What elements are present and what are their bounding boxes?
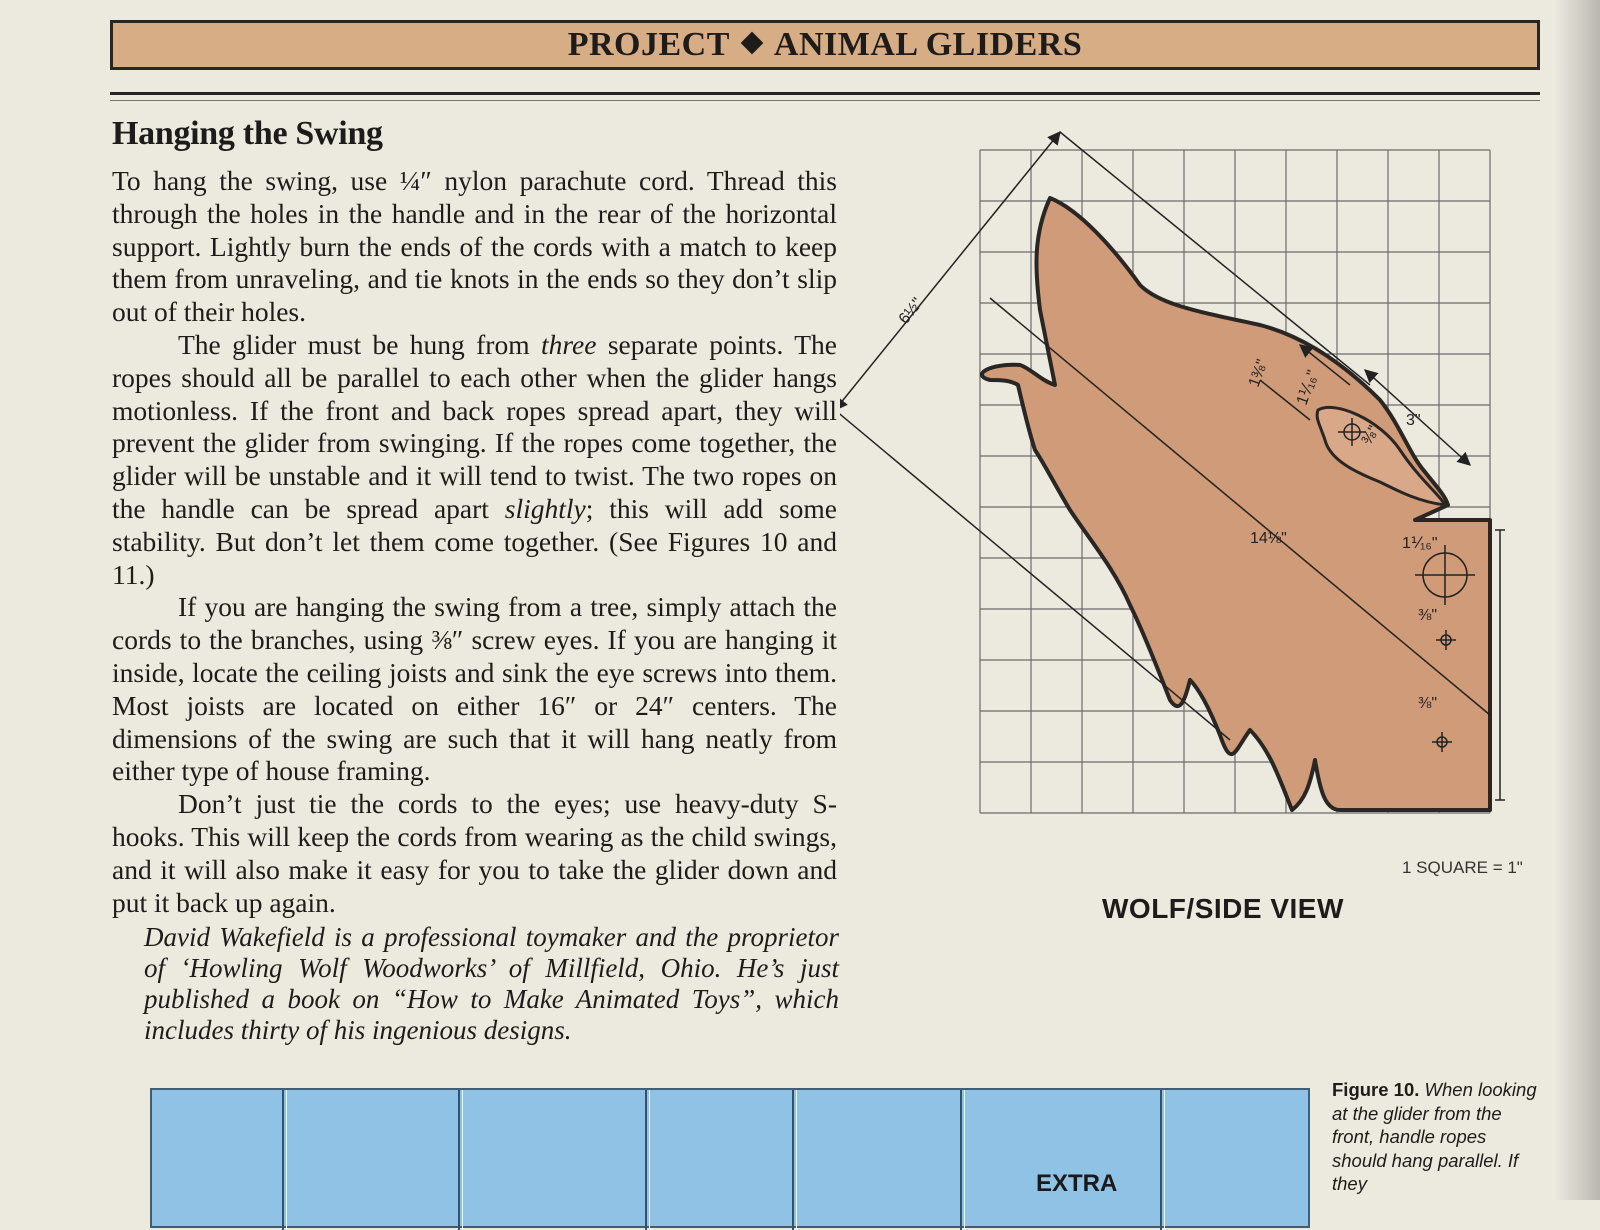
paragraph-3-text: If you are hanging the swing from a tree, simply attach the cords to the branches, using ⅜″ screw eyes. If you are hanging it inside, locate the ceiling joists and sink the eye screws into them. Most joists are located on either 16″ or 24″ centers. The dimensions of the swing are such that it will hang neatly from either type of house framing. xyxy=(112,591,837,787)
panel-divider xyxy=(960,1090,962,1230)
panel-divider xyxy=(458,1090,460,1230)
dim-label-snout: 3" xyxy=(1406,412,1421,429)
dim-label-length: 14⅛" xyxy=(1250,530,1287,547)
panel-divider xyxy=(282,1090,284,1230)
figure-title: WOLF/SIDE VIEW xyxy=(1102,893,1344,924)
paragraph-1 xyxy=(112,165,837,329)
figure-10-caption xyxy=(1332,1078,1542,1196)
paragraph-4-text: Don’t just tie the cords to the eyes; use heavy-duty S-hooks. This will keep the cords from wearing as the child swings, and it will also make it easy for you to take the glider down and put it back up again. xyxy=(112,788,837,918)
page-gutter-shadow xyxy=(1554,0,1600,1200)
wolf-figure xyxy=(840,120,1560,900)
dim-label-hole-1: 1⅟₁₆" xyxy=(1402,535,1438,552)
paragraph-2-emphasis: three xyxy=(540,328,597,360)
figure-10-text: When looking at the glider from the front, handle ropes should hang parallel. If they xyxy=(1332,1079,1537,1194)
paragraph-1-text: To hang the swing, use ¼″ nylon parachute cord. Thread this through the holes in the handle and in the rear of the horizontal support. Lightly burn the ends of the cords with a match to keep them from unraveling, and tie knots in the ends so they don’t slip out of their holes. xyxy=(112,165,837,328)
header-rule xyxy=(110,92,1540,95)
paragraph-2-text-b: separate points. The ropes should all be parallel to each other when the glider hangs motionless. If the front and back ropes spread apart, they will prevent the glider from swinging. If the ropes come together, the glider will be unstable and it will tend to twist. The two ropes on the handle can be spread apart xyxy=(112,328,837,524)
header-project: PROJECT xyxy=(567,26,730,63)
panel-label-extra: EXTRA xyxy=(1036,1170,1118,1197)
figure-10-panel xyxy=(150,1088,1310,1228)
body-text xyxy=(112,165,837,919)
panel-divider xyxy=(645,1090,647,1230)
header-banner xyxy=(110,20,1540,70)
scale-note: 1 SQUARE = 1" xyxy=(1402,858,1523,877)
panel-divider xyxy=(792,1090,794,1230)
dim-label-height: 6½" xyxy=(895,294,927,328)
wolf-diagram xyxy=(840,120,1560,900)
paragraph-4 xyxy=(112,788,837,919)
paragraph-3 xyxy=(112,591,837,788)
dim-label-eye-b: 1⅟₁₆" xyxy=(1293,368,1322,408)
paragraph-2-text-c: ; this will add some stability. But don’t let them come together. (See Figures 10 and 11.) xyxy=(112,492,837,590)
dim-label-hole-2: ⅜" xyxy=(1418,607,1438,624)
header-rule-thin xyxy=(110,100,1540,101)
figure-10-label: Figure 10. xyxy=(1332,1079,1420,1100)
dim-label-eye-a: 1⅜" xyxy=(1245,357,1272,390)
paragraph-2 xyxy=(112,329,837,591)
paragraph-2-text-a: The glider must be hung from xyxy=(178,328,541,360)
dim-label-eye-c: ⅜" xyxy=(1358,423,1383,448)
diamond-icon xyxy=(741,32,764,55)
author-bio: David Wakefield is a professional toymaker and the proprietor of ‘Howling Wolf Woodworks’ of Millfield, Ohio. He’s just published a book on “How to Make Animated Toys”, which includes thirty of his ingenious designs. xyxy=(144,922,839,1045)
paragraph-2-emphasis-2: slightly xyxy=(504,492,586,524)
panel-divider xyxy=(1160,1090,1162,1230)
header-title: ANIMAL GLIDERS xyxy=(773,26,1083,63)
section-title: Hanging the Swing xyxy=(112,115,383,152)
dim-label-hole-3: ⅜" xyxy=(1418,695,1438,712)
